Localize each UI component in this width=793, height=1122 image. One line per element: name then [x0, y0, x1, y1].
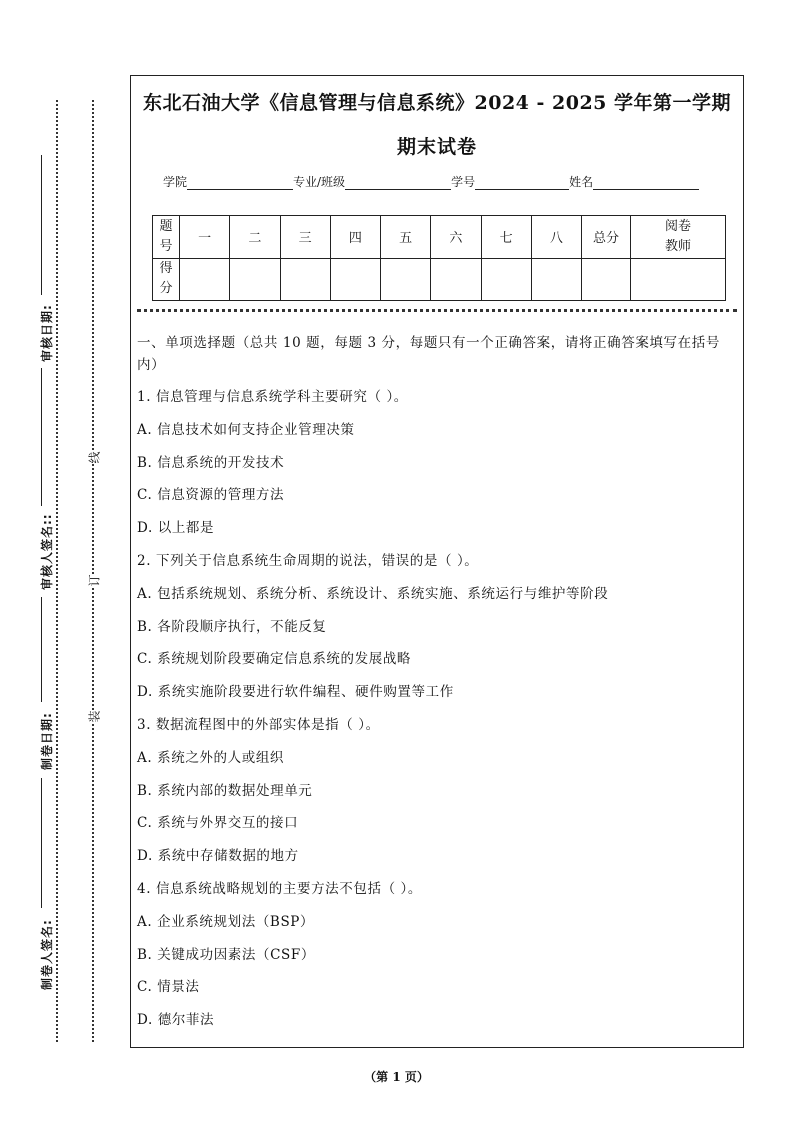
col-total: 总分: [582, 216, 631, 259]
question-line: 1. 信息管理与信息系统学科主要研究（ ）。: [137, 389, 408, 405]
grader-label: 阅卷 教师: [631, 216, 726, 259]
college-label: 学院: [163, 175, 188, 189]
option-line[interactable]: B. 系统内部的数据处理单元: [137, 783, 313, 799]
reviewer-sign-line: [41, 368, 42, 506]
option-line[interactable]: D. 以上都是: [137, 520, 215, 536]
binding-dotted-line-outer: [56, 100, 58, 1042]
name-label: 姓名: [569, 175, 594, 189]
option-line[interactable]: A. 企业系统规划法（BSP）: [137, 914, 315, 930]
score-cell-2[interactable]: [230, 258, 280, 301]
score-table-score-row: [153, 258, 726, 301]
col-3: 三: [280, 216, 330, 259]
col-6: 六: [431, 216, 481, 259]
col-2: 二: [230, 216, 280, 259]
section-1-heading: 一、单项选择题（总共 10 题，每题 3 分，每题只有一个正确答案，请将正确答案填写在括号内）: [137, 335, 720, 373]
question-line: 4. 信息系统战略规划的主要方法不包括（ ）。: [137, 881, 423, 897]
student-info-row: [163, 173, 699, 190]
option-line[interactable]: B. 信息系统的开发技术: [137, 455, 285, 471]
score-table-header-row: [153, 216, 726, 259]
option-line[interactable]: A. 系统之外的人或组织: [137, 750, 285, 766]
student-id-blank[interactable]: [475, 177, 569, 190]
score-cell-8[interactable]: [531, 258, 581, 301]
dotted-separator: [137, 309, 737, 312]
col-8: 八: [531, 216, 581, 259]
col-7: 七: [481, 216, 531, 259]
option-line[interactable]: A. 信息技术如何支持企业管理决策: [137, 422, 355, 438]
exam-title: 东北石油大学《信息管理与信息系统》2024 - 2025 学年第一学期: [143, 92, 731, 114]
binding-mark-ding: 订: [84, 574, 105, 586]
col-1: 一: [180, 216, 230, 259]
student-id-label: 学号: [451, 175, 476, 189]
exam-subtitle: 期末试卷: [396, 136, 477, 158]
col-5: 五: [381, 216, 431, 259]
option-line[interactable]: C. 情景法: [137, 979, 200, 995]
score-label: 得 分: [153, 258, 180, 301]
binding-mark-xian: 线: [84, 451, 105, 463]
binding-dotted-line-inner: [92, 100, 94, 1042]
option-line[interactable]: C. 系统规划阶段要确定信息系统的发展战略: [137, 651, 412, 667]
score-cell-6[interactable]: [431, 258, 481, 301]
college-blank[interactable]: [187, 177, 293, 190]
question-number-label: 题 号: [153, 216, 180, 259]
make-date-line: [41, 597, 42, 702]
option-line[interactable]: C. 系统与外界交互的接口: [137, 815, 299, 831]
question-line: 2. 下列关于信息系统生命周期的说法，错误的是（ ）。: [137, 553, 479, 569]
major-class-label: 专业/班级: [293, 175, 346, 189]
score-cell-3[interactable]: [280, 258, 330, 301]
name-blank[interactable]: [593, 177, 699, 190]
score-cell-7[interactable]: [481, 258, 531, 301]
score-table: [152, 215, 726, 301]
major-class-blank[interactable]: [345, 177, 451, 190]
option-line[interactable]: C. 信息资源的管理方法: [137, 487, 285, 503]
exam-frame: [130, 75, 744, 1048]
grader-cell[interactable]: [631, 258, 726, 301]
option-line[interactable]: B. 关键成功因素法（CSF）: [137, 947, 315, 963]
page-number: （第 1 页）: [364, 1070, 429, 1084]
option-line[interactable]: A. 包括系统规划、系统分析、系统设计、系统实施、系统运行与维护等阶段: [137, 586, 609, 602]
score-cell-1[interactable]: [180, 258, 230, 301]
score-cell-total[interactable]: [582, 258, 631, 301]
score-cell-4[interactable]: [330, 258, 380, 301]
binding-mark-zhuang: 装: [84, 710, 105, 722]
option-line[interactable]: B. 各阶段顺序执行，不能反复: [137, 619, 327, 635]
maker-sign-line: [41, 778, 42, 908]
review-date-line: [41, 155, 42, 295]
question-line: 3. 数据流程图中的外部实体是指（ ）。: [137, 717, 380, 733]
col-4: 四: [330, 216, 380, 259]
option-line[interactable]: D. 德尔菲法: [137, 1012, 215, 1028]
option-line[interactable]: D. 系统实施阶段要进行软件编程、硬件购置等工作: [137, 684, 454, 700]
score-cell-5[interactable]: [381, 258, 431, 301]
option-line[interactable]: D. 系统中存储数据的地方: [137, 848, 299, 864]
